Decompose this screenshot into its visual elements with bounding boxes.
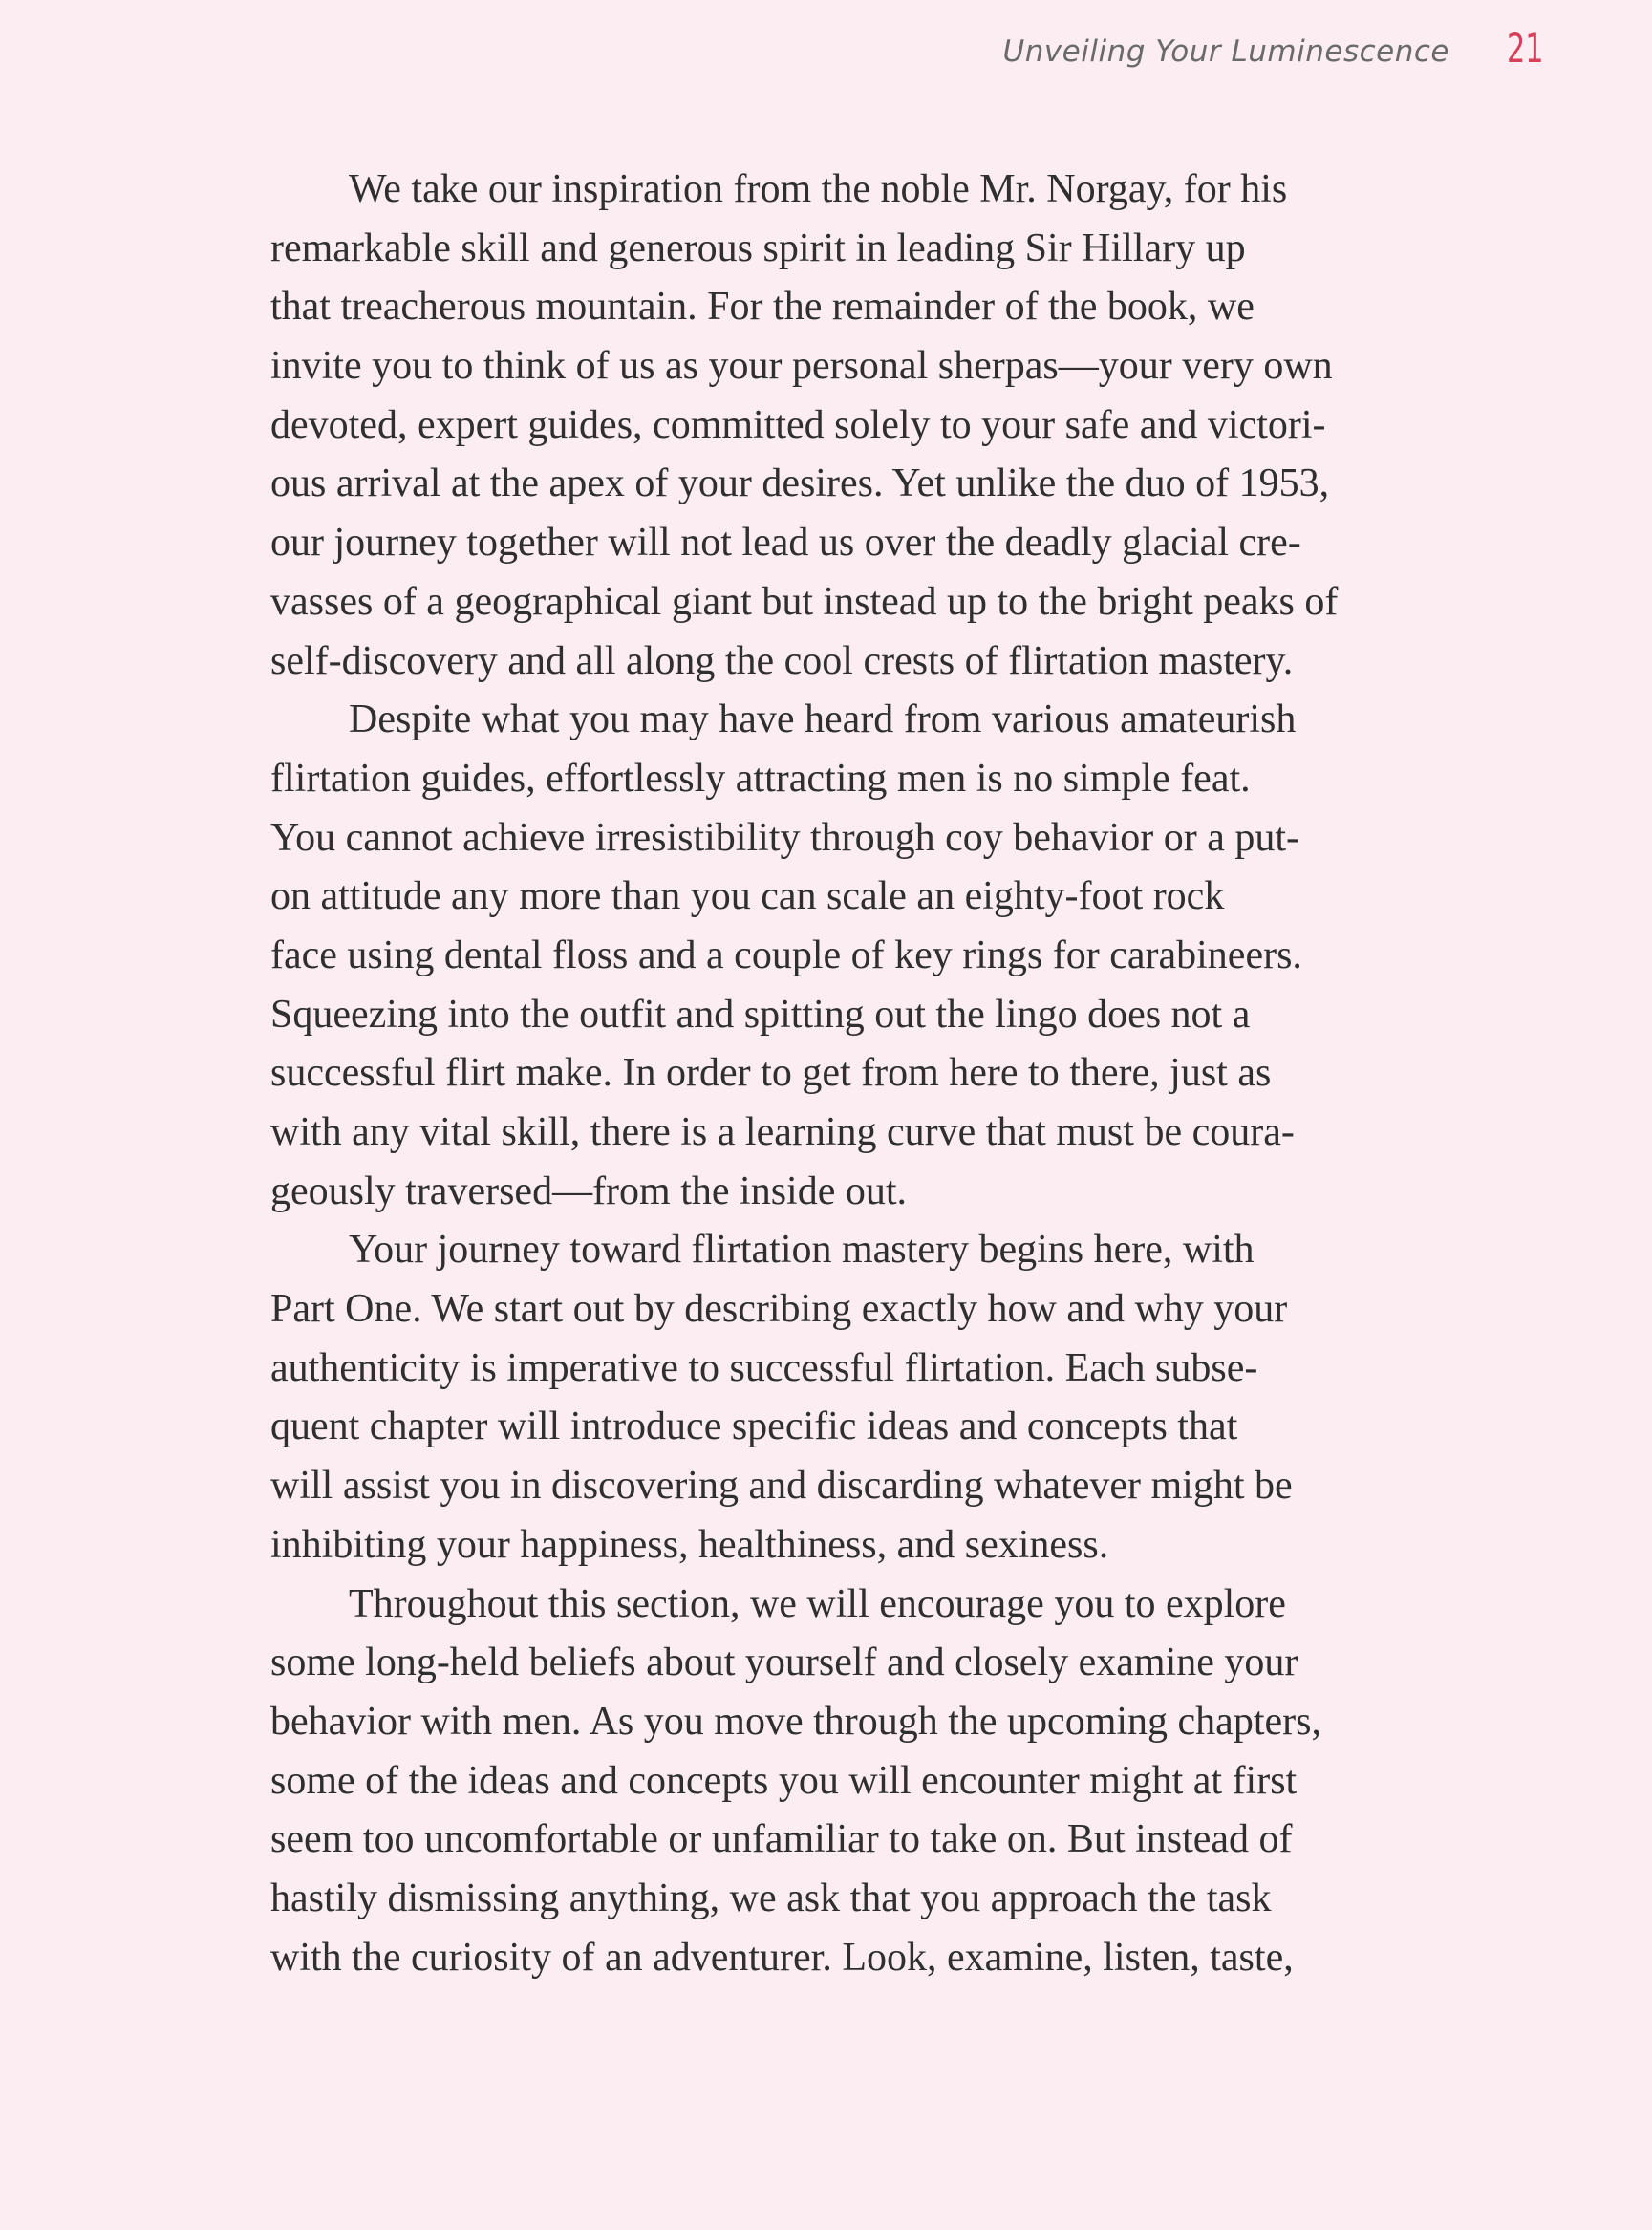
text-line: vasses of a geographical giant but instead up to the bright peaks of [270, 579, 1339, 624]
text-line: on attitude any more than you can scale an eighty-foot rock [270, 874, 1225, 919]
text-line: Throughout this section, we will encourage you to explore [349, 1581, 1286, 1626]
text-line: with the curiosity of an adventurer. Look, examine, listen, taste, [270, 1935, 1294, 1980]
text-line: seem too uncomfortable or unfamiliar to take on. But instead of [270, 1817, 1293, 1862]
text-line: remarkable skill and generous spirit in leading Sir Hillary up [270, 225, 1246, 270]
text-line: Squeezing into the outfit and spitting out the lingo does not a [270, 992, 1251, 1037]
text-line: self-discovery and all along the cool crests of flirtation mastery. [270, 638, 1294, 683]
text-line: authenticity is imperative to successful flirtation. Each subse- [270, 1345, 1258, 1390]
text-line: hastily dismissing anything, we ask that you approach the task [270, 1876, 1272, 1920]
text-line: geously traversed—from the inside out. [270, 1169, 908, 1213]
text-line: our journey together will not lead us over the deadly glacial cre- [270, 521, 1301, 566]
text-line: will assist you in discovering and discarding whatever might be [270, 1464, 1293, 1509]
text-line: face using dental floss and a couple of key rings for carabineers. [270, 933, 1302, 977]
text-line: We take our inspiration from the noble Mr. Norgay, for his [349, 167, 1288, 211]
text-line: that treacherous mountain. For the remainder of the book, we [270, 285, 1255, 330]
body-text [270, 161, 1446, 1987]
text-line: devoted, expert guides, committed solely to your safe and victori- [270, 402, 1326, 447]
text-line: behavior with men. As you move through the upcoming chapters, [270, 1699, 1321, 1744]
text-line: some of the ideas and concepts you will encounter might at first [270, 1758, 1298, 1803]
page-number: 21 [1506, 25, 1543, 72]
text-line: with any vital skill, there is a learning curve that must be coura- [270, 1110, 1295, 1154]
text-line: Your journey toward flirtation mastery begins here, with [349, 1228, 1255, 1273]
text-line: quent chapter will introduce specific ideas and concepts that [270, 1404, 1238, 1449]
running-head: Unveiling Your Luminescence [1002, 34, 1449, 69]
text-line: successful flirt make. In order to get from here to there, just as [270, 1051, 1272, 1096]
text-line: inhibiting your happiness, healthiness, and sexiness. [270, 1522, 1109, 1567]
text-line: Part One. We start out by describing exactly how and why your [270, 1287, 1288, 1332]
text-line: ous arrival at the apex of your desires. Yet unlike the duo of 1953, [270, 461, 1330, 506]
text-line: You cannot achieve irresistibility through coy behavior or a put- [270, 815, 1299, 860]
text-line: some long-held beliefs about yourself and closely examine your [270, 1640, 1298, 1685]
text-line: invite you to think of us as your personal sherpas—your very own [270, 344, 1333, 389]
text-line: Despite what you may have heard from various amateurish [349, 697, 1297, 742]
text-line: flirtation guides, effortlessly attracting men is no simple feat. [270, 756, 1251, 801]
